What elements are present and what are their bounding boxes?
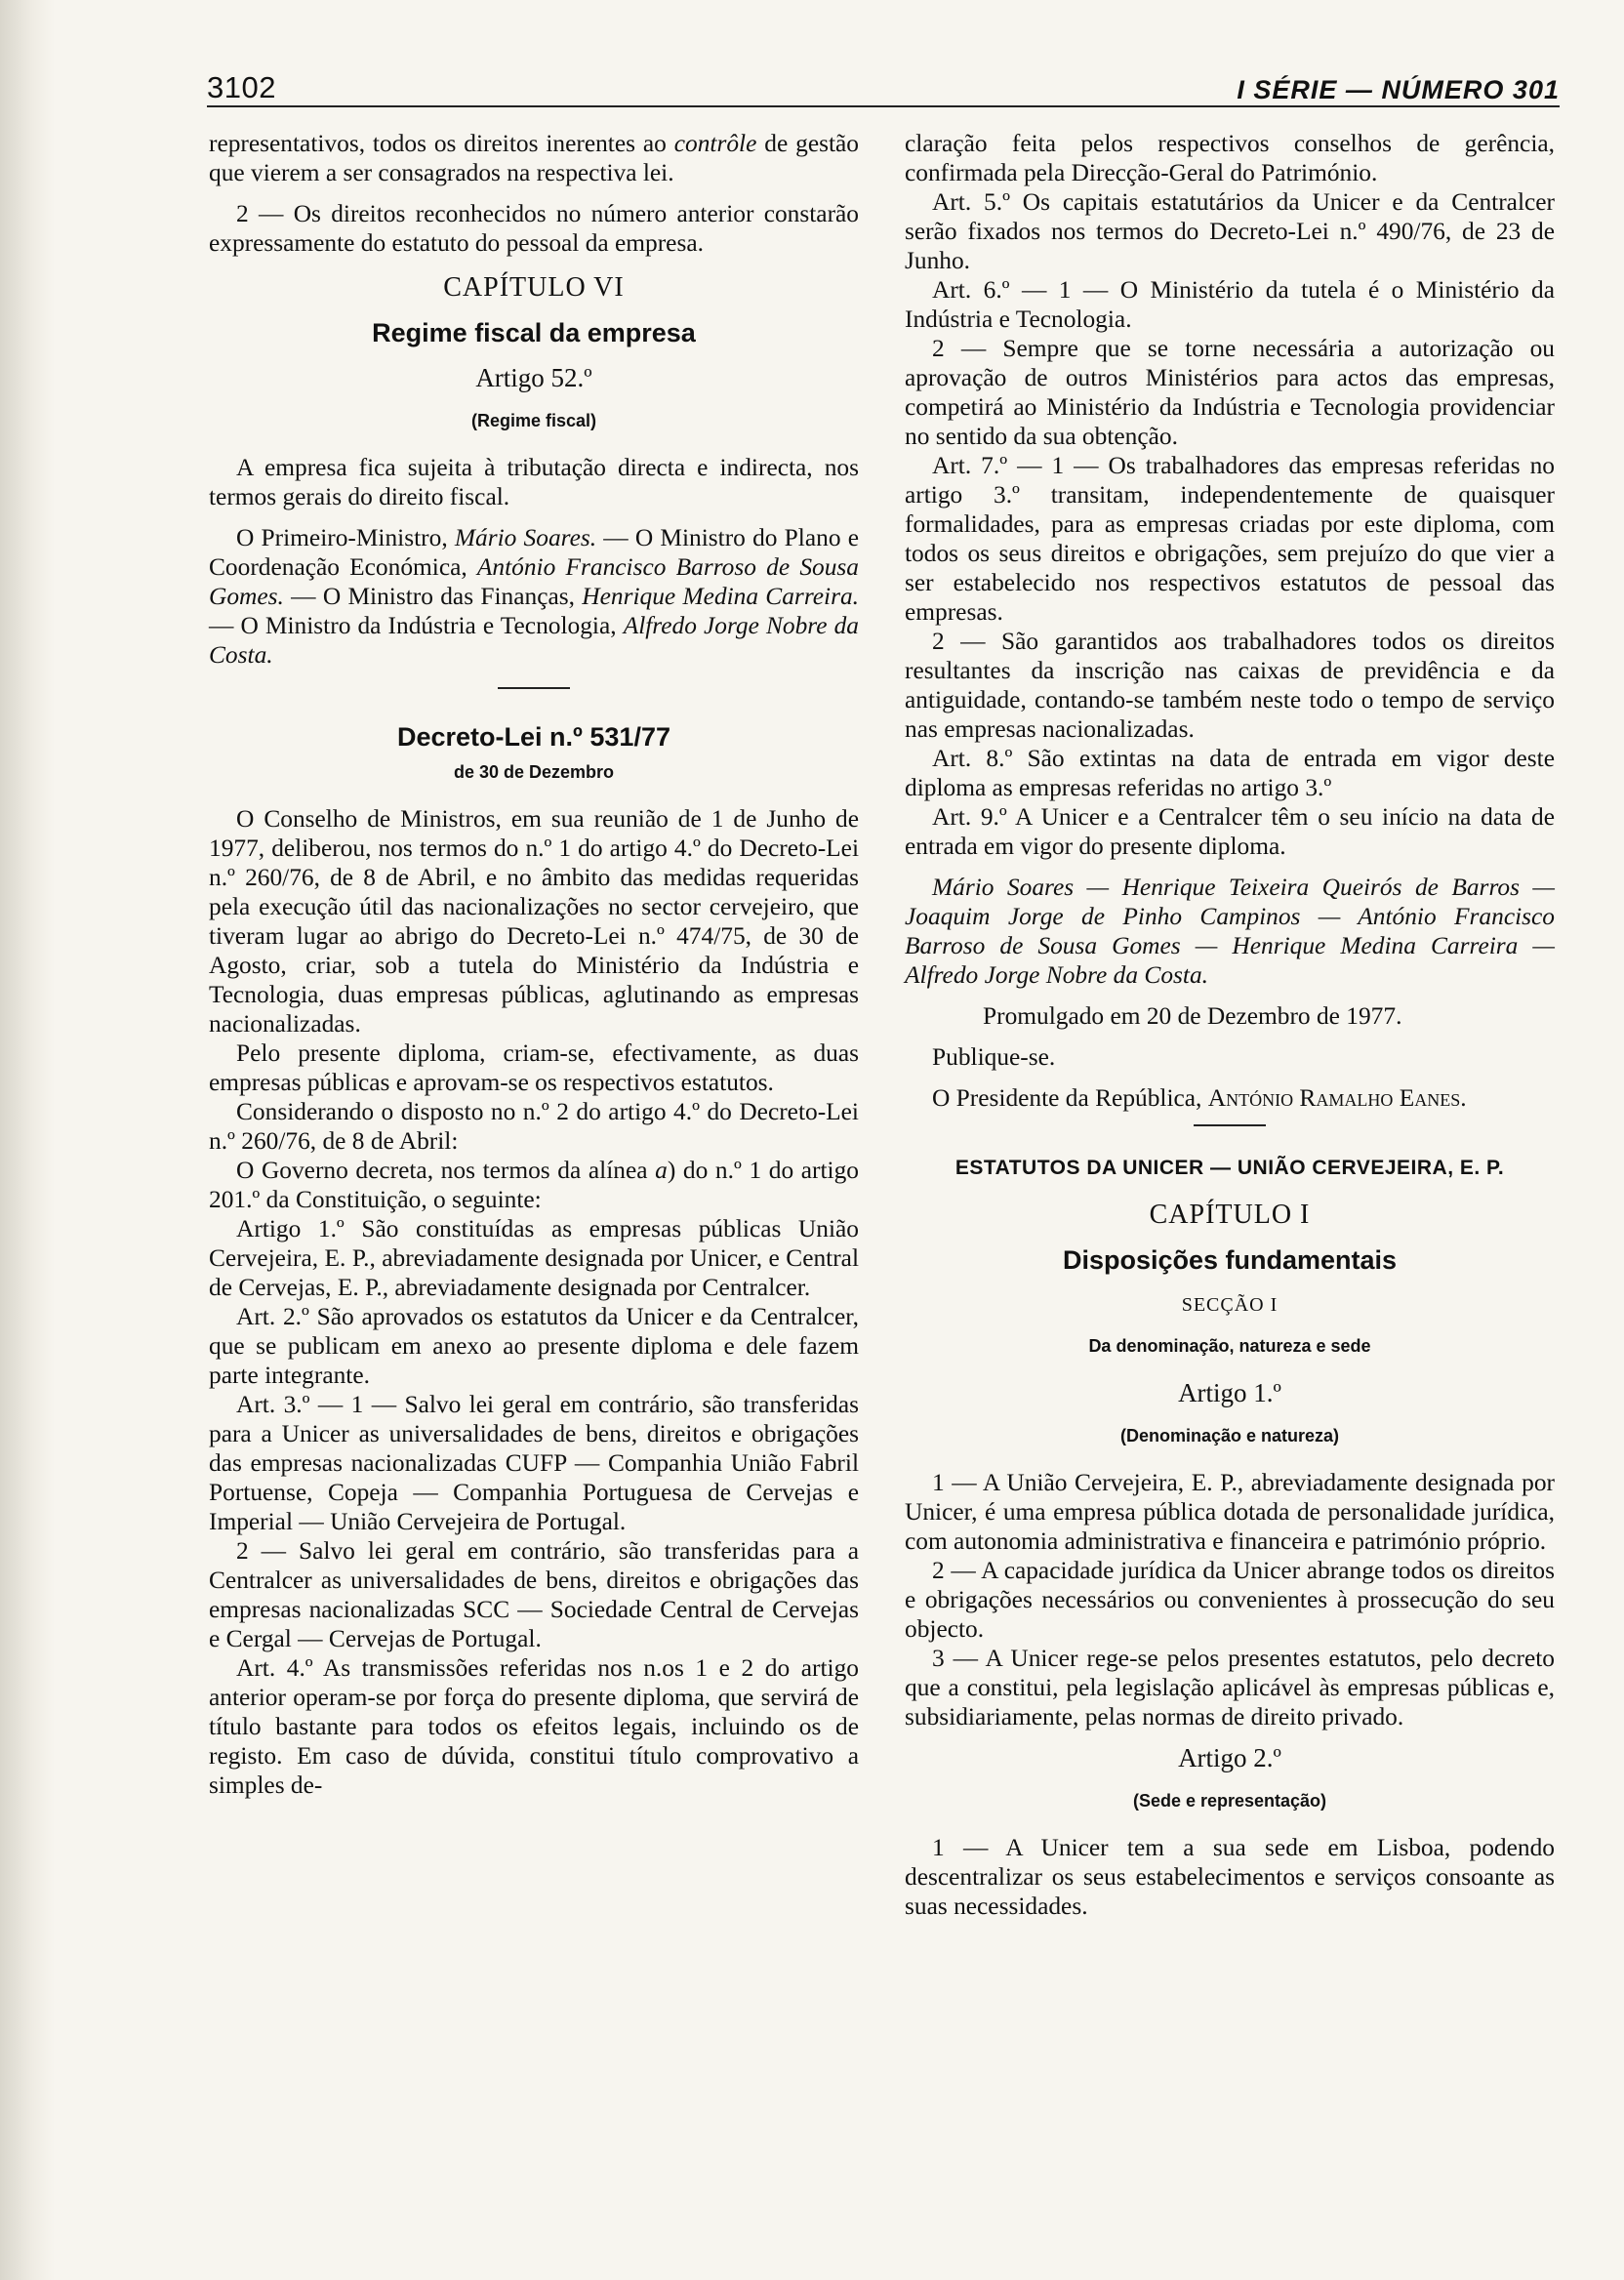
article-heading: Artigo 1.º [1178, 1378, 1281, 1407]
page-number: 3102 [207, 70, 276, 104]
paragraph: Art. 4.º As transmissões referidas nos n.os 1 e 2 do artigo anterior operam-se por força do presente diploma, que servirá de título bastante para todos os efeitos legais, incluindo os de registo. Em caso de dúvida, constitui título comprovativo a simples de- [209, 1654, 859, 1799]
paragraph: representativos, todos os direitos inerentes ao contrôle de gestão que vierem a ser consagrados na respectiva lei. [209, 130, 860, 186]
chapter-heading: CAPÍTULO I [1149, 1200, 1311, 1230]
article-subheading: (Denominação e natureza) [1119, 1426, 1340, 1445]
paragraph: A empresa fica sujeita à tributação directa e indirecta, nos termos gerais do direito fiscal. [209, 454, 859, 510]
paragraph: 2 — São garantidos aos trabalhadores todos os direitos resultantes da inscrição nas caixas de previdência e da antiguidade, contando-se também neste todo o tempo de serviço nas empresas nacionalizadas. [905, 628, 1555, 743]
article-heading: Artigo 2.º [1178, 1743, 1281, 1772]
chapter-title: Disposições fundamentais [1062, 1245, 1398, 1275]
section-divider [1194, 1124, 1266, 1126]
paragraph: claração feita pelos respectivos conselhos de gerência, confirmada pela Direcção-Geral do Património. [905, 130, 1555, 186]
chapter-title: Regime fiscal da empresa [372, 318, 696, 347]
paragraph: Artigo 1.º São constituídas as empresas públicas União Cervejeira, E. P., abreviadamente designada por Unicer, e Central de Cervejas, E. P., abreviadamente designada por Centralcer. [209, 1215, 859, 1301]
page-header [207, 57, 1560, 107]
paragraph: 3 — A Unicer rege-se pelos presentes estatutos, pelo decreto que a constitui, pela legislação aplicável às empresas públicas e, subsidiariamente, pelas normas de direito privado. [905, 1645, 1555, 1730]
section-divider [498, 687, 570, 689]
paragraph: O Conselho de Ministros, em sua reunião de 1 de Junho de 1977, deliberou, nos termos do n.º 1 do artigo 4.º do Decreto-Lei n.º 260/76, de 8 de Abril, e no âmbito das medidas requeridas pela execução útil das nacionalizações no sector cervejeiro, que tiveram lugar ao abrigo do Decreto-Lei n.º 474/75, de 30 de Agosto, criar, sob a tutela do Ministério da Indústria e Tecnologia, duas empresas públicas, aglutinando as empresas nacionalizadas. [209, 805, 859, 1038]
paragraph: 2 — Sempre que se torne necessária a autorização ou aprovação de outros Ministérios para actos das empresas, competirá ao Ministério da Indústria e Tecnologia providenciar no sentido da sua obtenção. [905, 335, 1555, 450]
signatures: O Primeiro-Ministro, Mário Soares. — O Ministro do Plano e Coordenação Económica, António Francisco Barroso de Sousa Gomes. — O Ministro das Finanças, Henrique Medina Carreira. — O Ministro da Indústria e Tecnologia, Alfredo Jorge Nobre da Costa. [209, 524, 859, 669]
paragraph: 1 — A União Cervejeira, E. P., abreviadamente designada por Unicer, é uma empresa pública dotada de personalidade jurídica, com autonomia administrativa e financeira e património próprio. [905, 1469, 1555, 1555]
publication: Publique-se. [932, 1043, 1056, 1071]
article-subheading: (Regime fiscal) [470, 411, 597, 430]
paragraph: 2 — Salvo lei geral em contrário, são transferidas para a Centralcer as universalidades de bens, direitos e obrigações das empresas nacionalizadas SCC — Sociedade Central de Cervejas e Cergal — Cervejas de Portugal. [209, 1537, 859, 1652]
chapter-heading: CAPÍTULO VI [443, 272, 625, 303]
paragraph: 2 — A capacidade jurídica da Unicer abrange todos os direitos e obrigações necessários ou convenientes à prossecução do seu objecto. [905, 1557, 1555, 1643]
paragraph: Art. 8.º São extintas na data de entrada em vigor deste diploma as empresas referidas no artigo 3.º [905, 745, 1555, 801]
paragraph: Art. 5.º Os capitais estatutários da Unicer e da Centralcer serão fixados nos termos do Decreto-Lei n.º 490/76, de 23 de Junho. [905, 188, 1555, 274]
section-title: Da denominação, natureza e sede [1088, 1336, 1371, 1356]
paragraph: Art. 7.º — 1 — Os trabalhadores das empresas referidas no artigo 3.º transitam, independentemente de quaisquer formalidades, para as empresas criadas por este diploma, com todos os seus direitos e obrigações, sem prejuízo do que vier a ser estabelecido nos respectivos estatutos de pessoal das empresas. [905, 452, 1555, 626]
paragraph: 1 — A Unicer tem a sua sede em Lisboa, podendo descentralizar os seus estabelecimentos e serviços consoante as suas necessidades. [905, 1834, 1555, 1920]
paragraph: 2 — Os direitos reconhecidos no número anterior constarão expressamente do estatuto do pessoal da empresa. [209, 200, 859, 257]
left-column [209, 129, 859, 1800]
paragraph: Art. 9.º A Unicer e a Centralcer têm o seu início na data de entrada em vigor do presente diploma. [905, 803, 1555, 860]
article-subheading: (Sede e representação) [1132, 1791, 1327, 1811]
paragraph: Art. 6.º — 1 — O Ministério da tutela é o Ministério da Indústria e Tecnologia. [905, 276, 1555, 333]
paragraph: Art. 3.º — 1 — Salvo lei geral em contrário, são transferidas para a Unicer as universalidades de bens, direitos e obrigações das empresas nacionalizadas CUFP — Companhia União Fabril Portuense, Copeja — Companhia Portuguesa de Cervejas e Imperial — União Cervejeira de Portugal. [209, 1391, 859, 1535]
signatures: Mário Soares — Henrique Teixeira Queirós de Barros — Joaquim Jorge de Pinho Campinos — António Francisco Barroso de Sousa Gomes — Henrique Medina Carreira — Alfredo Jorge Nobre da Costa. [905, 874, 1555, 989]
paragraph: Pelo presente diploma, criam-se, efectivamente, as duas empresas públicas e aprovam-se os respectivos estatutos. [209, 1039, 859, 1096]
section-heading: SECÇÃO I [1181, 1294, 1279, 1316]
article-heading: Artigo 52.º [475, 363, 592, 392]
statutes-title: ESTATUTOS DA UNICER — UNIÃO CERVEJEIRA, E. P. [954, 1157, 1505, 1179]
paragraph: O Governo decreta, nos termos da alínea a) do n.º 1 do artigo 201.º da Constituição, o seguinte: [209, 1157, 860, 1213]
president-signature: O Presidente da República, António Ramalho Eanes. [932, 1084, 1467, 1112]
scan-page-edge [0, 0, 55, 2280]
paragraph: Considerando o disposto no n.º 2 do artigo 4.º do Decreto-Lei n.º 260/76, de 8 de Abril: [209, 1098, 859, 1155]
decree-title: Decreto-Lei n.º 531/77 [397, 722, 670, 752]
right-column [905, 129, 1555, 1933]
series-number: I SÉRIE — NÚMERO 301 [1237, 75, 1560, 104]
promulgation: Promulgado em 20 de Dezembro de 1977. [983, 1002, 1402, 1030]
paragraph: Art. 2.º São aprovados os estatutos da Unicer e da Centralcer, que se publicam em anexo ao presente diploma e dele fazem parte integrante. [209, 1303, 859, 1389]
decree-date: de 30 de Dezembro [453, 762, 615, 782]
